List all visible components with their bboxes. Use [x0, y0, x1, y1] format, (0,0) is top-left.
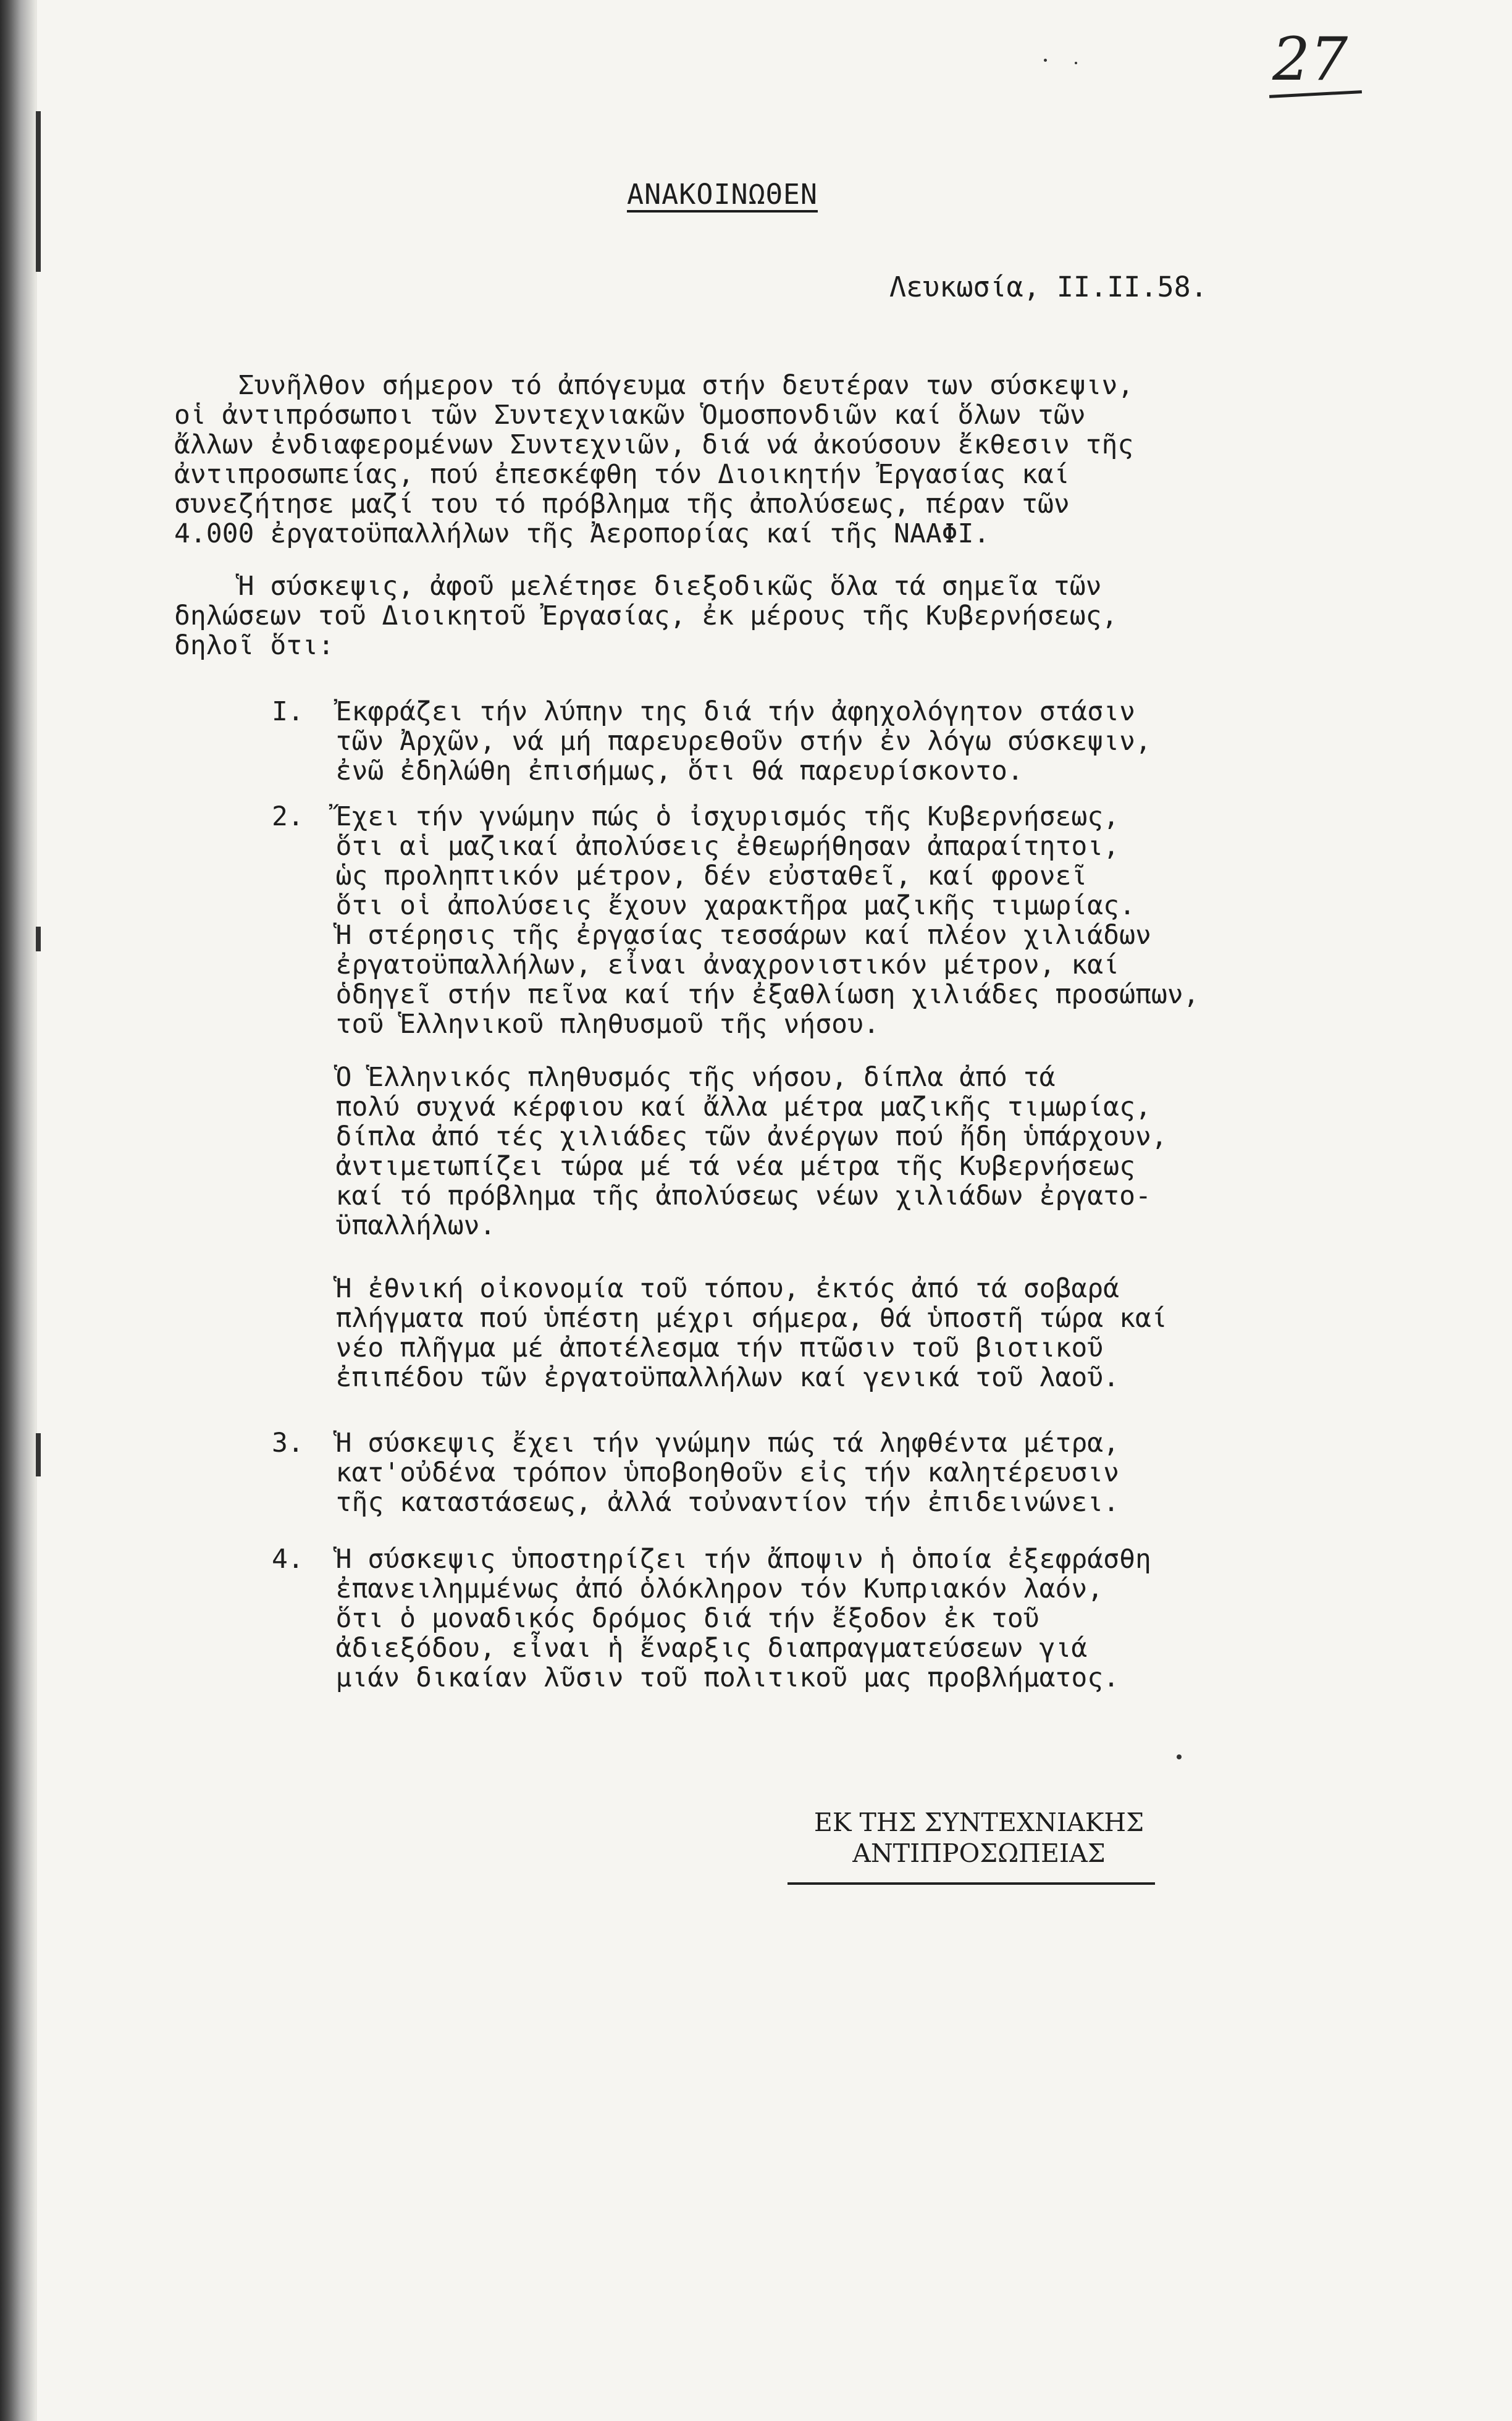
- text-line: πολύ συχνά κέρφιου καί ἄλλα μέτρα μαζικῆς τιμωρίας,: [272, 1092, 1151, 1122]
- point-4: [272, 1544, 1151, 1693]
- text-line: οἱ ἀντιπρόσωποι τῶν Συντεχνιακῶν Ὁμοσπονδιῶν καί ὅλων τῶν: [174, 400, 1086, 431]
- text-line: δίπλα ἀπό τές χιλιάδες τῶν ἀνέργων πού ἤδη ὑπάρχουν,: [272, 1121, 1167, 1152]
- text-line: νέο πλῆγμα μέ ἀποτέλεσμα τήν πτῶσιν τοῦ βιοτικοῦ: [272, 1333, 1104, 1363]
- page-number: 27: [1272, 25, 1348, 94]
- text-line: μιάν δικαίαν λῦσιν τοῦ πολιτικοῦ μας προβλήματος.: [272, 1662, 1120, 1693]
- second-paragraph: [174, 571, 1117, 660]
- scan-edge-mark: [36, 1433, 41, 1476]
- document-date: Λευκωσία, II.II.58.: [889, 271, 1208, 303]
- point-1: [272, 697, 1151, 786]
- text-line: ὅτι ὁ μοναδικός δρόμος διά τήν ἔξοδον ἐκ τοῦ: [272, 1603, 1040, 1634]
- text-line: τοῦ Ἑλληνικοῦ πληθυσμοῦ τῆς νήσου.: [272, 1009, 880, 1040]
- text-line: ἐνῶ ἐδηλώθη ἐπισήμως, ὅτι θά παρευρίσκοντο.: [272, 756, 1023, 786]
- text-line: Ἡ σύσκεψις, ἀφοῦ μελέτησε διεξοδικῶς ὅλα τά σημεῖα τῶν: [174, 571, 1102, 602]
- text-line: ἄλλων ἐνδιαφερομένων Συντεχνιῶν, διά νά ἀκούσουν ἔκθεσιν τῆς: [174, 429, 1134, 460]
- text-line: I. Ἐκφράζει τήν λύπην της διά τήν ἀφηχολόγητον στάσιν: [272, 696, 1135, 727]
- text-line: 4. Ἡ σύσκεψις ὑποστηρίζει τήν ἄποψιν ἡ ὁποία ἐξεφράσθη: [272, 1544, 1151, 1575]
- scan-speck: [1075, 62, 1077, 64]
- text-line: ἀντιπροσωπείας, πού ἐπεσκέφθη τόν Διοικητήν Ἐργασίας καί: [174, 459, 1070, 490]
- intro-paragraph: [174, 371, 1133, 549]
- document-title: ΑΝΑΚΟΙΝΩΘΕΝ: [627, 178, 818, 211]
- text-line: ὁδηγεῖ στήν πεῖνα καί τήν ἐξαθλίωση χιλιάδες προσώπων,: [272, 979, 1199, 1010]
- point-3: [272, 1428, 1119, 1517]
- scan-edge-mark: [36, 111, 41, 272]
- text-line: Συνῆλθον σήμερον τό ἀπόγευμα στήν δευτέραν των σύσκεψιν,: [174, 370, 1134, 401]
- text-line: Ἡ στέρησις τῆς ἐργασίας τεσσάρων καί πλέον χιλιάδων: [272, 920, 1151, 951]
- text-line: ἐπιπέδου τῶν ἐργατοϋπαλλήλων καί γενικά τοῦ λαοῦ.: [272, 1362, 1120, 1393]
- point-2: [272, 802, 1199, 1039]
- text-line: δηλοῖ ὅτι:: [174, 630, 334, 661]
- point-2-continuation-population: [272, 1063, 1167, 1240]
- signature-line-1: ΕΚ ΤΗΣ ΣΥΝΤΕΧΝΙΑΚΗΣ: [813, 1808, 1144, 1837]
- text-line: ὅτι οἱ ἀπολύσεις ἔχουν χαρακτῆρα μαζικῆς τιμωρίας.: [272, 890, 1135, 921]
- text-line: συνεζήτησε μαζί του τό πρόβλημα τῆς ἀπολύσεως, πέραν τῶν: [174, 489, 1070, 520]
- scan-edge-mark: [36, 927, 41, 951]
- text-line: ἀντιμετωπίζει τώρα μέ τά νέα μέτρα τῆς Κυβερνήσεως: [272, 1151, 1135, 1182]
- text-line: ὡς προληπτικόν μέτρον, δέν εὐσταθεῖ, καί φρονεῖ: [272, 861, 1088, 891]
- text-line: Ὁ Ἑλληνικός πληθυσμός τῆς νήσου, δίπλα ἀπό τά: [272, 1062, 1056, 1093]
- text-line: 2. Ἔχει τήν γνώμην πώς ὁ ἰσχυρισμός τῆς Κυβερνήσεως,: [272, 801, 1120, 832]
- signature-underline: [788, 1882, 1155, 1885]
- text-line: κατ'οὐδένα τρόπον ὑποβοηθοῦν εἰς τήν καλητέρευσιν: [272, 1457, 1120, 1488]
- signature-block: [788, 1807, 1170, 1869]
- text-line: πλήγματα πού ὑπέστη μέχρι σήμερα, θά ὑποστῆ τώρα καί: [272, 1303, 1167, 1334]
- text-line: ἀδιεξόδου, εἶναι ἡ ἔναρξις διαπραγματεύσεων γιά: [272, 1633, 1088, 1664]
- signature-line-2: ΑΝΤΙΠΡΟΣΩΠΕΙΑΣ: [852, 1838, 1106, 1868]
- text-line: ὅτι αἱ μαζικαί ἀπολύσεις ἐθεωρήθησαν ἀπαραίτητοι,: [272, 831, 1120, 862]
- text-line: τῶν Ἀρχῶν, νά μή παρευρεθοῦν στήν ἐν λόγω σύσκεψιν,: [272, 726, 1151, 757]
- text-line: τῆς καταστάσεως, ἀλλά τοὐναντίον τήν ἐπιδεινώνει.: [272, 1487, 1120, 1518]
- text-line: ϋπαλλήλων.: [272, 1210, 496, 1241]
- text-line: δηλώσεων τοῦ Διοικητοῦ Ἐργασίας, ἐκ μέρους τῆς Κυβερνήσεως,: [174, 600, 1118, 631]
- scan-speck: [1177, 1754, 1182, 1759]
- text-line: ἐπανειλημμένως ἀπό ὁλόκληρον τόν Κυπριακόν λαόν,: [272, 1573, 1104, 1604]
- text-line: 4.000 ἐργατοϋπαλλήλων τῆς Ἀεροπορίας καί τῆς ΝΑΑΦΙ.: [174, 518, 990, 549]
- point-2-continuation-economy: [272, 1274, 1167, 1392]
- text-line: καί τό πρόβλημα τῆς ἀπολύσεως νέων χιλιάδων ἐργατο-: [272, 1181, 1151, 1211]
- scan-shadow-edge: [0, 0, 37, 2421]
- text-line: 3. Ἡ σύσκεψις ἔχει τήν γνώμην πώς τά ληφθέντα μέτρα,: [272, 1428, 1120, 1459]
- text-line: ἐργατοϋπαλλήλων, εἶναι ἀναχρονιστικόν μέτρον, καί: [272, 949, 1120, 980]
- text-line: Ἡ ἐθνική οἰκονομία τοῦ τόπου, ἐκτός ἀπό τά σοβαρά: [272, 1273, 1120, 1304]
- scan-speck: [1044, 59, 1047, 62]
